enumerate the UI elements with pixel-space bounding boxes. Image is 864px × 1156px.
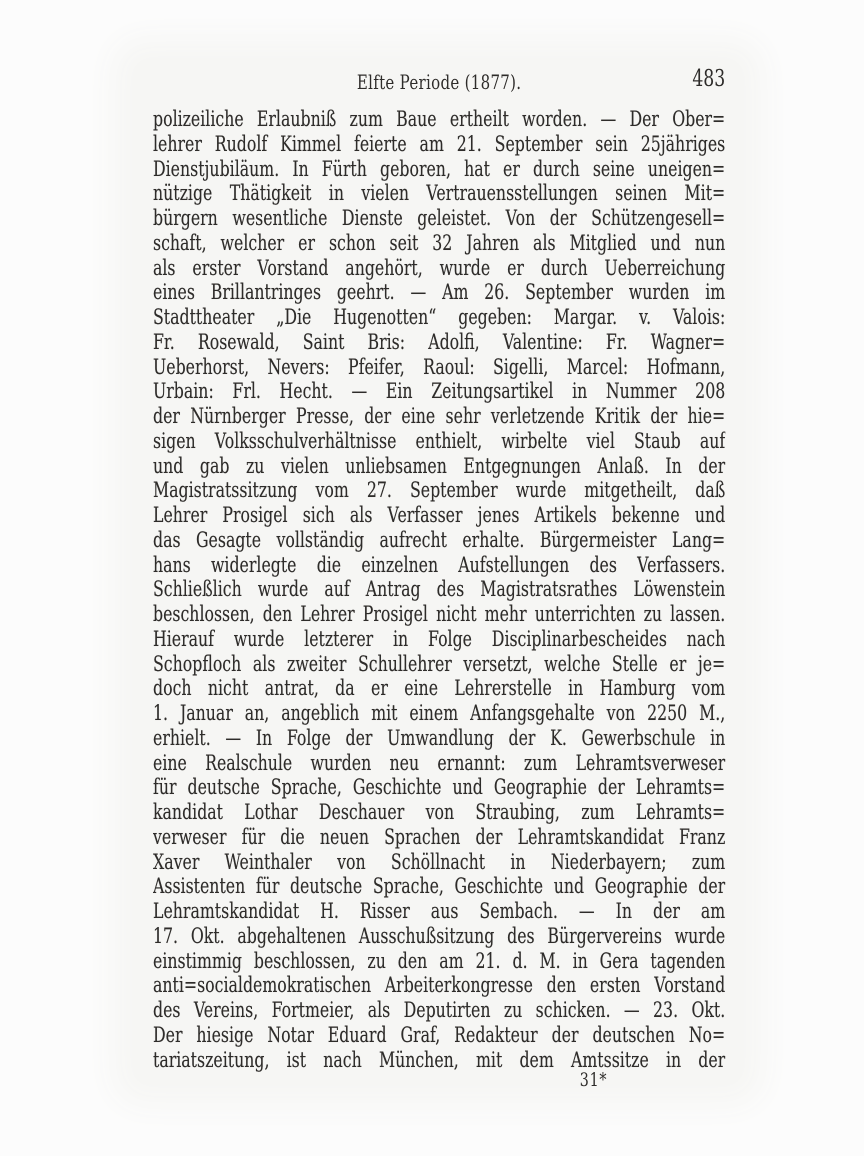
text-line: doch nicht antrat, da er eine Lehrerstelle in Hamburg vom <box>153 676 726 701</box>
text-line: Assistenten für deutsche Sprache, Geschichte und Geographie der <box>153 874 726 899</box>
text-line: 17. Okt. abgehaltenen Ausschußsitzung des Bürgervereins wurde <box>153 923 726 948</box>
text-line: Stadttheater „Die Hugenotten“ gegeben: Margar. v. Valois: <box>153 305 726 329</box>
text-line: Lehramtskandidat H. Risser aus Sembach. — In der am <box>153 899 726 923</box>
text-line: einstimmig beschlossen, zu den am 21. d. M. in Gera tagenden <box>153 948 726 973</box>
text-line: eine Realschule wurden neu ernannt: zum Lehramtsverweser <box>153 750 726 775</box>
text-line: als erster Vorstand angehört, wurde er durch Ueberreichung <box>153 255 726 280</box>
text-line: kandidat Lothar Deschauer von Straubing, zum Lehramts= <box>153 800 726 824</box>
text-line: Hierauf wurde letzterer in Folge Disciplinarbescheides nach <box>153 626 726 651</box>
page-number: 483 <box>692 66 726 92</box>
text-line: Magistratssitzung vom 27. September wurde mitgetheilt, daß <box>153 478 726 503</box>
text-line: der Nürnberger Presse, der eine sehr verletzende Kritik der hie= <box>153 404 726 428</box>
signature-mark: 31* <box>579 1069 608 1091</box>
text-line: anti=socialdemokratischen Arbeiterkongresse den ersten Vorstand <box>153 973 726 998</box>
text-line: Schließlich wurde auf Antrag des Magistratsrathes Löwenstein <box>153 577 726 602</box>
text-line: Der hiesige Notar Eduard Graf, Redakteur der deutschen No= <box>153 1022 726 1047</box>
text-line: erhielt. — In Folge der Umwandlung der K. Gewerbschule in <box>153 725 726 750</box>
text-line: Schopfloch als zweiter Schullehrer versetzt, welche Stelle er je= <box>153 651 726 676</box>
text-line: sigen Volksschulverhältnisse enthielt, wirbelte viel Staub auf <box>153 428 726 453</box>
text-line: 1. Januar an, angeblich mit einem Anfangsgehalte von 2250 M., <box>153 701 726 725</box>
text-line: beschlossen, den Lehrer Prosigel nicht mehr unterrichten zu lassen. <box>153 602 726 626</box>
text-line: Fr. Rosewald, Saint Bris: Adolfi, Valentine: Fr. Wagner= <box>153 329 726 354</box>
text-line: Xaver Weinthaler von Schöllnacht in Niederbayern; zum <box>153 849 726 874</box>
text-line: Ueberhorst, Nevers: Pfeifer, Raoul: Sigelli, Marcel: Hofmann, <box>153 354 726 379</box>
text-line: für deutsche Sprache, Geschichte und Geographie der Lehramts= <box>153 775 726 800</box>
text-line: tariatszeitung, ist nach München, mit dem Amtssitze in der <box>153 1047 726 1072</box>
running-header-title: Elfte Periode (1877). <box>356 70 522 94</box>
text-line: hans widerlegte die einzelnen Aufstellungen des Verfassers. <box>153 552 726 577</box>
text-line: lehrer Rudolf Kimmel feierte am 21. September sein 25jähriges <box>153 131 726 156</box>
text-line: Dienstjubiläum. In Fürth geboren, hat er durch seine uneigen= <box>153 156 726 181</box>
text-line: Lehrer Prosigel sich als Verfasser jenes Artikels bekenne und <box>153 503 726 527</box>
text-line: verweser für die neuen Sprachen der Lehramtskandidat Franz <box>153 824 726 849</box>
text-line: polizeiliche Erlaubniß zum Baue ertheilt worden. — Der Ober= <box>153 107 726 131</box>
text-line: des Vereins, Fortmeier, als Deputirten zu schicken. — 23. Okt. <box>153 998 726 1022</box>
text-line: nützige Thätigkeit in vielen Vertrauensstellungen seinen Mit= <box>153 181 726 206</box>
body-text <box>153 107 725 1072</box>
text-line: das Gesagte vollständig aufrecht erhalte. Bürgermeister Lang= <box>153 527 726 552</box>
text-line: eines Brillantringes geehrt. — Am 26. September wurden im <box>153 280 726 305</box>
signature-line <box>580 1069 608 1091</box>
text-line: und gab zu vielen unliebsamen Entgegnungen Anlaß. In der <box>153 453 726 478</box>
text-line: Urbain: Frl. Hecht. — Ein Zeitungsartikel in Nummer 208 <box>153 379 726 404</box>
text-line: bürgern wesentliche Dienste geleistet. Von der Schützengesell= <box>153 206 726 230</box>
running-header <box>153 66 726 96</box>
text-line: schaft, welcher er schon seit 32 Jahren als Mitglied und nun <box>153 230 726 255</box>
